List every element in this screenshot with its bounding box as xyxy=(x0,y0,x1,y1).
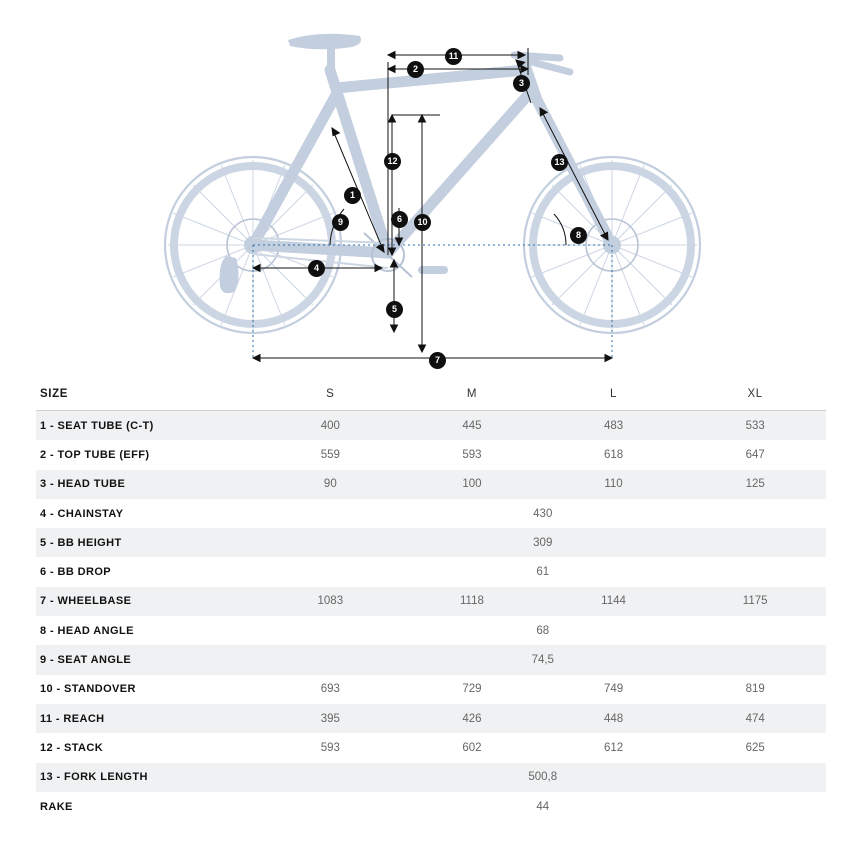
callout-3: 3 xyxy=(513,75,530,92)
row-value: 125 xyxy=(745,478,765,491)
row-value: 729 xyxy=(462,683,482,696)
row-value: 100 xyxy=(462,478,482,491)
row-label: 11 - REACH xyxy=(40,712,105,725)
row-value: 1144 xyxy=(601,595,626,608)
row-value: 612 xyxy=(603,741,624,754)
row-label: 3 - HEAD TUBE xyxy=(40,478,126,491)
row-label: RAKE xyxy=(40,800,73,813)
row-label: 5 - BB HEIGHT xyxy=(40,536,122,549)
callout-1: 1 xyxy=(344,187,361,204)
callout-12: 12 xyxy=(384,153,401,170)
row-value: 1118 xyxy=(459,595,484,608)
geometry-table xyxy=(36,378,826,821)
row-value: 647 xyxy=(745,448,765,461)
row-value: 500,8 xyxy=(528,771,558,784)
row-value: 309 xyxy=(533,536,553,549)
rear-derailleur xyxy=(220,256,239,293)
column-header-m: M xyxy=(401,378,543,411)
row-value: 448 xyxy=(603,712,624,725)
row-value: 618 xyxy=(603,448,624,461)
table-row xyxy=(36,440,826,469)
table-row xyxy=(36,616,826,645)
table-row xyxy=(36,411,826,441)
row-label: 1 - SEAT TUBE (C-T) xyxy=(40,419,154,432)
bike-illustration xyxy=(0,0,861,378)
callout-13: 13 xyxy=(551,154,568,171)
table-row xyxy=(36,587,826,616)
column-header-xl: XL xyxy=(684,378,826,411)
table-row xyxy=(36,470,826,499)
row-value: 559 xyxy=(320,448,340,461)
callout-10: 10 xyxy=(414,214,431,231)
row-label: 9 - SEAT ANGLE xyxy=(40,654,132,667)
callout-2: 2 xyxy=(407,61,424,78)
callout-8: 8 xyxy=(570,227,587,244)
row-label: 7 - WHEELBASE xyxy=(40,595,132,608)
row-value: 61 xyxy=(536,566,550,579)
row-label: 6 - BB DROP xyxy=(40,566,112,579)
table-header xyxy=(36,378,826,411)
row-label: 13 - FORK LENGTH xyxy=(40,771,148,784)
row-value: 395 xyxy=(320,712,340,725)
column-header-s: S xyxy=(260,378,402,411)
table-row xyxy=(36,763,826,792)
row-value: 426 xyxy=(462,712,482,725)
row-value: 110 xyxy=(604,478,623,491)
column-header-l: L xyxy=(543,378,685,411)
table-row xyxy=(36,792,826,821)
row-value: 445 xyxy=(462,419,482,432)
table-row xyxy=(36,557,826,586)
row-value: 819 xyxy=(745,683,765,696)
row-label: 2 - TOP TUBE (EFF) xyxy=(40,448,150,461)
table-row xyxy=(36,499,826,528)
row-label: 8 - HEAD ANGLE xyxy=(40,624,134,637)
row-value: 44 xyxy=(536,800,550,813)
row-value: 1175 xyxy=(742,595,768,608)
row-label: 12 - STACK xyxy=(40,741,104,754)
callout-6: 6 xyxy=(391,211,408,228)
callout-5: 5 xyxy=(386,301,403,318)
table-row xyxy=(36,704,826,733)
row-value: 68 xyxy=(536,624,550,637)
row-value: 602 xyxy=(462,741,482,754)
table-body xyxy=(36,411,826,822)
bike-geometry-diagram xyxy=(0,0,861,378)
callout-9: 9 xyxy=(332,214,349,231)
callout-11: 11 xyxy=(445,48,462,65)
row-value: 430 xyxy=(533,507,553,520)
row-value: 1083 xyxy=(317,595,344,608)
column-header-size: SIZE xyxy=(36,378,260,411)
row-value: 749 xyxy=(603,683,624,696)
row-value: 625 xyxy=(745,741,765,754)
table-row xyxy=(36,675,826,704)
header-row xyxy=(36,378,826,411)
row-value: 693 xyxy=(320,683,340,696)
row-value: 474 xyxy=(745,712,765,725)
row-value: 483 xyxy=(603,419,624,432)
table-row xyxy=(36,528,826,557)
row-value: 533 xyxy=(745,419,765,432)
table-row xyxy=(36,645,826,674)
row-value: 400 xyxy=(320,419,340,432)
saddle xyxy=(288,34,361,74)
table-row xyxy=(36,733,826,762)
row-value: 593 xyxy=(320,741,340,754)
row-value: 74,5 xyxy=(531,654,554,667)
row-label: 10 - STANDOVER xyxy=(40,683,136,696)
callout-4: 4 xyxy=(308,260,325,277)
row-label: 4 - CHAINSTAY xyxy=(40,507,124,520)
row-value: 90 xyxy=(323,478,337,491)
row-value: 593 xyxy=(462,448,482,461)
callout-7: 7 xyxy=(429,352,446,369)
